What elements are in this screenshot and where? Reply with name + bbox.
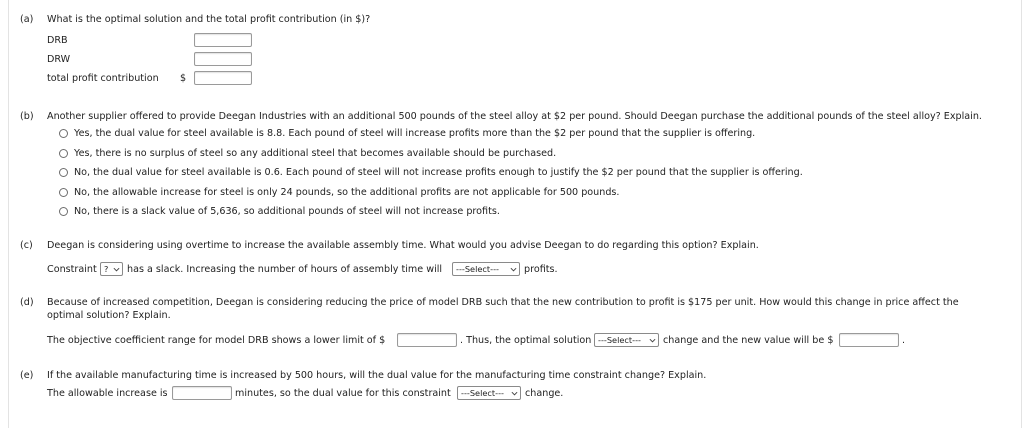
- new-value-text: change and the new value will be $: [663, 335, 834, 346]
- dual-value-select[interactable]: [457, 386, 521, 400]
- option-5-radio[interactable]: [59, 207, 68, 216]
- part-c-question: Deegan is considering using overtime to increase the available assembly time. What would you advise Deegan to do regarding this option? Explain.: [47, 240, 759, 251]
- part-b-label: (b): [20, 111, 34, 122]
- solution-change-select-value: ---Select---: [598, 335, 641, 345]
- lower-limit-input[interactable]: [397, 333, 457, 347]
- new-value-input[interactable]: [839, 333, 899, 347]
- allowable-increase-input[interactable]: [172, 386, 232, 400]
- currency-symbol: $: [180, 73, 187, 84]
- part-d-label: (d): [20, 297, 34, 308]
- chevron-down-icon: [510, 266, 517, 273]
- dual-value-select-value: ---Select---: [461, 388, 504, 398]
- option-2-radio[interactable]: [59, 149, 68, 158]
- effect-select[interactable]: [452, 262, 520, 276]
- part-a-label: (a): [20, 14, 34, 25]
- drw-input[interactable]: [194, 52, 252, 66]
- change-text: change.: [525, 388, 564, 399]
- part-a-question: What is the optimal solution and the total profit contribution (in $)?: [47, 14, 371, 25]
- total-profit-label: total profit contribution: [47, 73, 159, 84]
- constraint-middle-text: has a slack. Increasing the number of hours of assembly time will: [127, 264, 443, 275]
- option-3-text: No, the dual value for steel available is 0.6. Each pound of steel will not increase profits enough to justify the $2 per pound that the supplier is offering.: [74, 167, 803, 178]
- effect-select-value: ---Select---: [456, 264, 499, 274]
- constraint-select[interactable]: [100, 262, 123, 276]
- constraint-label: Constraint: [47, 264, 97, 275]
- part-d-question-line1: Because of increased competition, Deegan is considering reducing the price of model DRB such that the new contribution to profit is $175 per unit. How would this change in price affect the: [47, 297, 959, 308]
- total-profit-input[interactable]: [194, 71, 252, 85]
- part-e-label: (e): [20, 370, 34, 381]
- option-5-text: No, there is a slack value of 5,636, so additional pounds of steel will not increase profits.: [74, 206, 500, 217]
- part-d-question-line2: optimal solution? Explain.: [47, 310, 171, 321]
- allowable-increase-text: The allowable increase is: [47, 388, 168, 399]
- period-text: .: [902, 335, 906, 346]
- option-3-radio[interactable]: [59, 168, 68, 177]
- lower-limit-text: The objective coefficient range for model DRB shows a lower limit of $: [47, 335, 386, 346]
- solution-change-select[interactable]: [594, 333, 659, 347]
- drb-label: DRB: [47, 35, 68, 46]
- drb-input[interactable]: [194, 33, 252, 47]
- drw-label: DRW: [47, 54, 71, 65]
- option-4-text: No, the allowable increase for steel is only 24 pounds, so the additional profits are not applicable for 500 pounds.: [74, 187, 620, 198]
- constraint-end-text: profits.: [524, 264, 558, 275]
- part-c-label: (c): [20, 240, 33, 251]
- chevron-down-icon: [649, 337, 656, 344]
- option-1-radio[interactable]: [59, 129, 68, 138]
- chevron-down-icon: [511, 390, 518, 397]
- chevron-down-icon: [113, 266, 120, 273]
- option-1-text: Yes, the dual value for steel available is 8.8. Each pound of steel will increase profits more than the $2 per pound that the supplier is offering.: [74, 128, 756, 139]
- constraint-select-value: ?: [104, 264, 109, 274]
- part-b-question: Another supplier offered to provide Deegan Industries with an additional 500 pounds of the steel alloy at $2 per pound. Should Deegan purchase the additional pounds of the steel alloy? Explain.: [47, 111, 982, 122]
- option-4-radio[interactable]: [59, 188, 68, 197]
- option-2-text: Yes, there is no surplus of steel so any additional steel that becomes available should be purchased.: [74, 148, 557, 159]
- dual-value-text: minutes, so the dual value for this constraint: [235, 388, 451, 399]
- part-e-question: If the available manufacturing time is increased by 500 hours, will the dual value for the manufacturing time constraint change? Explain.: [47, 370, 707, 381]
- optimal-solution-text: . Thus, the optimal solution: [460, 335, 592, 346]
